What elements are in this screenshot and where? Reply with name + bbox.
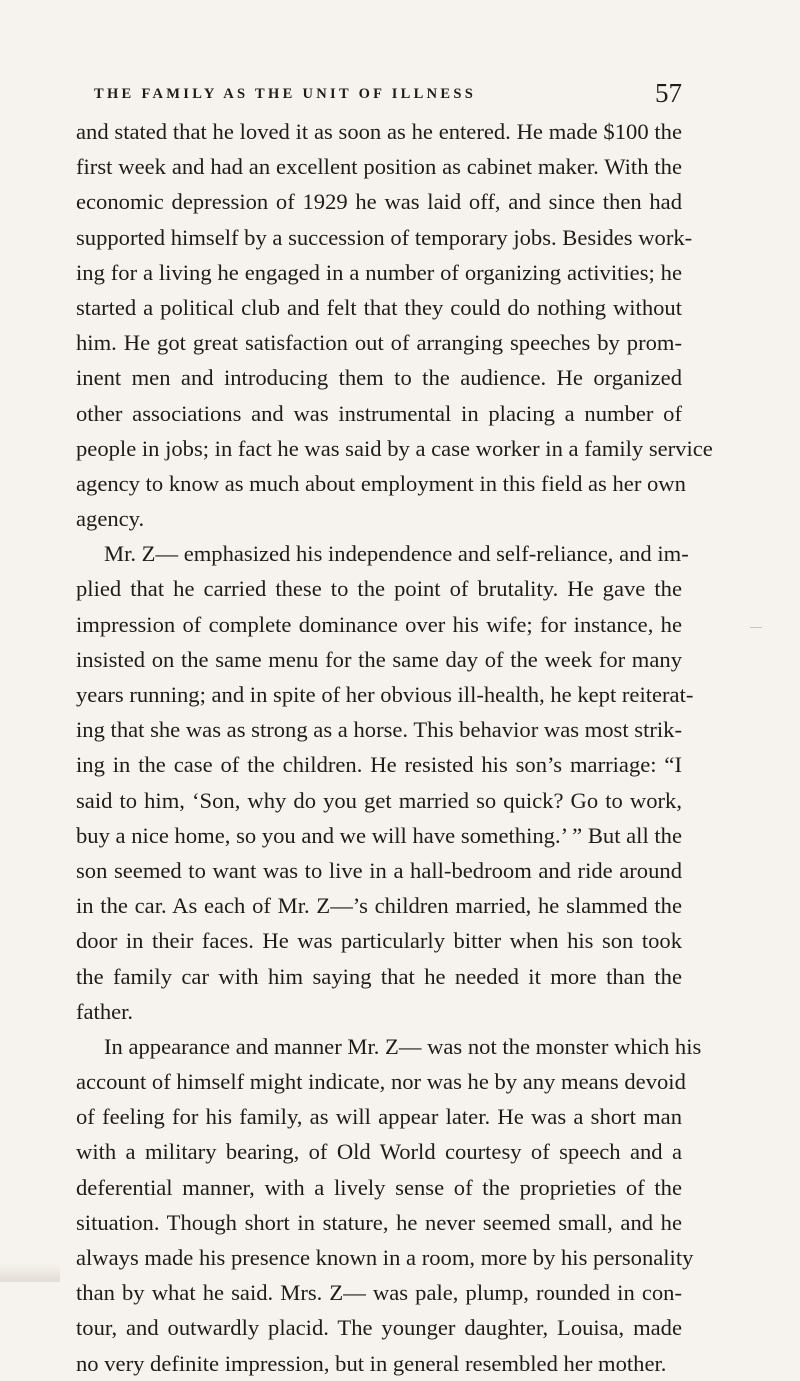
paragraph — [76, 1029, 702, 1381]
text-line: agency to know as much about employment in this field as her own — [76, 470, 686, 496]
page-corner-shade — [0, 1264, 60, 1282]
text-line: no very definite impression, but in general resembled her mother. — [76, 1350, 667, 1376]
text-line: father. — [76, 998, 134, 1024]
text-line: the family car with him saying that he needed it more than the — [76, 963, 682, 989]
text-line: In appearance and manner Mr. Z— was not the monster which his — [104, 1033, 702, 1059]
paragraph — [76, 114, 713, 536]
running-head — [94, 78, 682, 114]
text-line: always made his presence known in a room, more by his personality — [76, 1245, 694, 1270]
text-line: tour, and outwardly placid. The younger daughter, Louisa, made — [76, 1315, 682, 1341]
text-line: people in jobs; in fact he was said by a case worker in a family service — [76, 435, 713, 461]
text-line: ing for a living he engaged in a number of organizing activities; he — [76, 259, 682, 285]
text-line: ing in the case of the children. He resisted his son’s marriage: “I — [76, 752, 682, 778]
text-line: deferential manner, with a lively sense of the proprieties of the — [76, 1174, 682, 1200]
margin-mark — [750, 627, 762, 628]
text-line: ing that she was as strong as a horse. This behavior was most strik- — [76, 717, 682, 743]
text-line: impression of complete dominance over his wife; for instance, he — [76, 611, 682, 637]
text-line: than by what he said. Mrs. Z— was pale, plump, rounded in con- — [76, 1280, 682, 1306]
text-line: economic depression of 1929 he was laid off, and since then had — [76, 189, 682, 215]
text-line: door in their faces. He was particularly bitter when his son took — [76, 928, 682, 954]
text-line: account of himself might indicate, nor was he by any means devoid — [76, 1069, 686, 1095]
text-line: inent men and introducing them to the audience. He organized — [76, 365, 682, 391]
text-line: of feeling for his family, as will appear later. He was a short man — [76, 1104, 682, 1130]
text-line: said to him, ‘Son, why do you get married so quick? Go to work, — [76, 787, 682, 813]
text-line: other associations and was instrumental in placing a number of — [76, 400, 682, 426]
text-line: son seemed to want was to live in a hall-bedroom and ride around — [76, 857, 682, 883]
text-line: years running; and in spite of her obvious ill-health, he kept reiterat- — [76, 682, 694, 707]
text-line: first week and had an excellent position as cabinet maker. With the — [76, 154, 682, 180]
text-line: him. He got great satisfaction out of arranging speeches by prom- — [76, 330, 682, 356]
text-line: started a political club and felt that they could do nothing without — [76, 294, 682, 320]
running-title: THE FAMILY AS THE UNIT OF ILLNESS — [94, 86, 477, 102]
text-line: buy a nice home, so you and we will have something.’ ” But all the — [76, 822, 682, 848]
page-number: 57 — [655, 78, 682, 108]
text-line: in the car. As each of Mr. Z—’s children married, he slammed the — [76, 893, 682, 919]
text-line: situation. Though short in stature, he never seemed small, and he — [76, 1209, 682, 1235]
text-line: supported himself by a succession of temporary jobs. Besides work- — [76, 224, 693, 250]
text-line: Mr. Z— emphasized his independence and self-reliance, and im- — [104, 541, 689, 567]
text-line: agency. — [76, 506, 145, 532]
text-line: and stated that he loved it as soon as he entered. He made $100 the — [76, 119, 682, 144]
paragraph-list — [76, 114, 713, 1381]
body-text — [76, 114, 713, 1381]
paragraph — [76, 536, 694, 1029]
text-line: with a military bearing, of Old World courtesy of speech and a — [76, 1139, 682, 1165]
text-line: insisted on the same menu for the same day of the week for many — [76, 646, 682, 672]
text-line: plied that he carried these to the point of brutality. He gave the — [76, 576, 682, 602]
